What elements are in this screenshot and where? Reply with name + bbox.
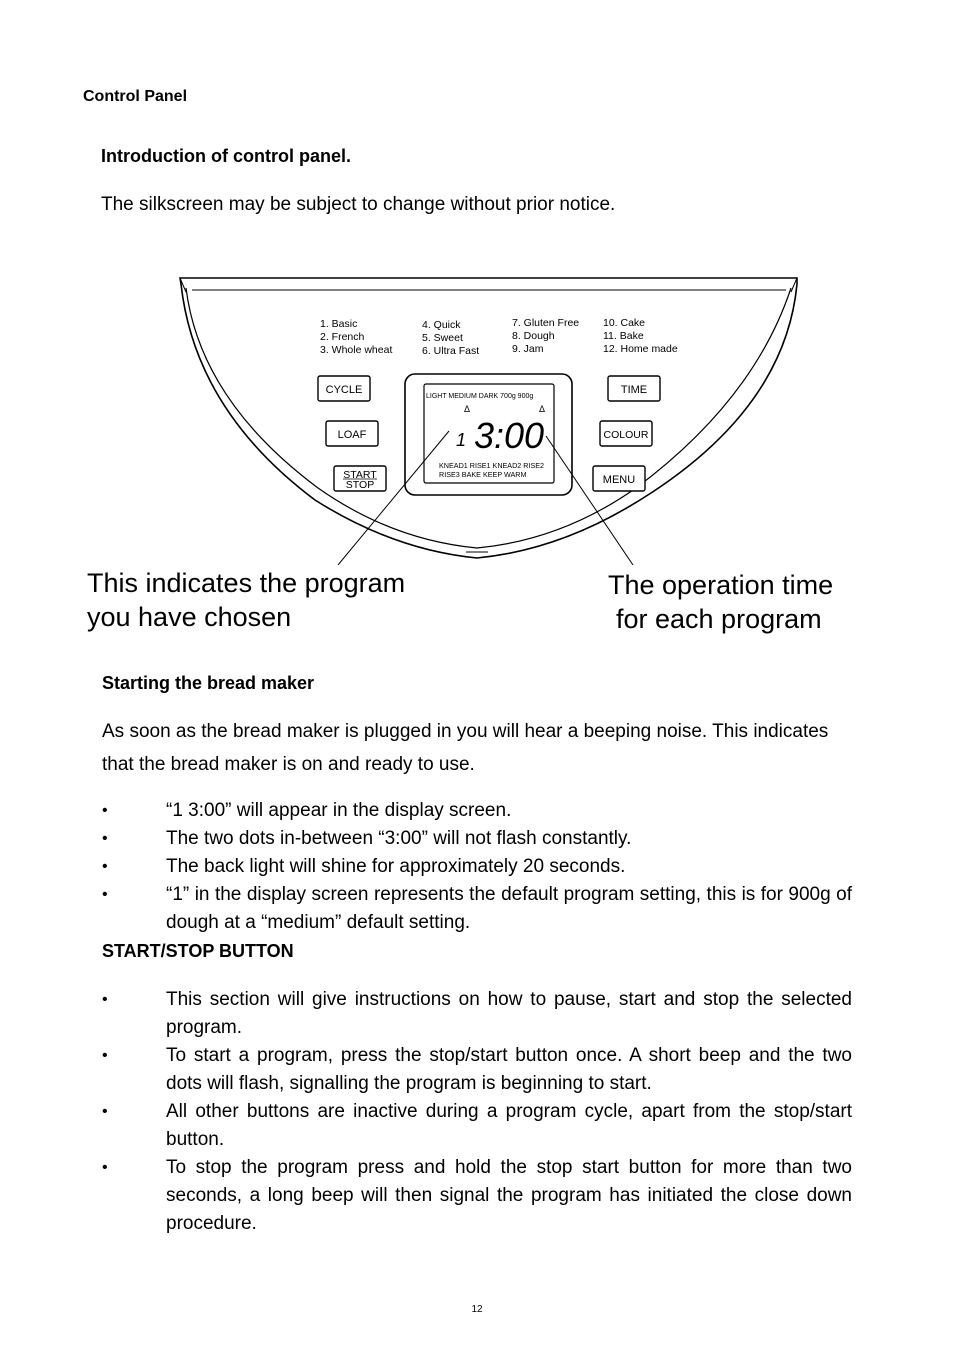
- list-item-text: This section will give instructions on how to pause, start and stop the selected program.: [166, 989, 852, 1038]
- program-6: 6. Ultra Fast: [422, 345, 480, 357]
- time-button[interactable]: [608, 376, 660, 401]
- bullet-dot: •: [102, 830, 108, 847]
- cycle-button[interactable]: [318, 376, 370, 401]
- display-time: 3:00: [474, 415, 545, 456]
- program-2: 2. French: [320, 331, 365, 343]
- time-pointer-line: [546, 436, 636, 565]
- stop-label: STOP: [345, 479, 375, 491]
- list-item-text: The two dots in-between “3:00” will not flash constantly.: [166, 828, 632, 849]
- list-item-text: To start a program, press the stop/start button once. A short beep and the two dots will flash, signalling the program is beginning to start.: [166, 1045, 852, 1094]
- time-button-label: TIME: [620, 384, 648, 396]
- start-stop-bullet-list: [102, 986, 852, 1238]
- program-10: 10. Cake: [603, 317, 646, 329]
- list-item: [102, 825, 852, 853]
- starting-bullet-list: [102, 797, 852, 937]
- colour-button-label: COLOUR: [603, 429, 649, 441]
- bullet-dot: •: [102, 1047, 108, 1064]
- menu-button-label: MENU: [602, 474, 636, 486]
- loaf-button-label: LOAF: [337, 429, 367, 441]
- control-panel-diagram: [0, 265, 954, 565]
- loaf-button[interactable]: [326, 421, 378, 446]
- program-8: 8. Dough: [512, 330, 555, 342]
- bullet-dot: •: [102, 1103, 108, 1120]
- program-4: 4. Quick: [422, 319, 461, 331]
- caption-time-line1: The operation time: [608, 570, 834, 600]
- program-1: 1. Basic: [320, 318, 358, 330]
- bullet-dot: •: [102, 991, 108, 1008]
- caption-program-line2: you have chosen: [87, 602, 292, 632]
- list-item: [102, 1154, 852, 1238]
- bullet-dot: •: [102, 802, 108, 819]
- program-12: 12. Home made: [603, 343, 678, 355]
- bullet-dot: •: [102, 858, 108, 875]
- menu-button[interactable]: [593, 466, 645, 491]
- intro-note: The silkscreen may be subject to change without prior notice.: [101, 194, 616, 215]
- list-item-text: All other buttons are inactive during a program cycle, apart from the stop/start button.: [166, 1101, 852, 1150]
- display-stages-row2: RISE3 BAKE KEEP WARM: [439, 470, 527, 479]
- intro-heading: Introduction of control panel.: [101, 146, 351, 166]
- page-number: 12: [471, 1304, 483, 1315]
- lcd-display: [405, 374, 572, 495]
- program-11: 11. Bake: [603, 330, 644, 342]
- start-label: START: [343, 469, 377, 481]
- caption-program-line1: This indicates the program: [87, 568, 406, 598]
- list-item: [102, 1042, 852, 1098]
- list-item-text: To stop the program press and hold the stop start button for more than two seconds, a long beep will then signal the program has initiated the close down procedure.: [166, 1157, 852, 1234]
- starting-heading: Starting the bread maker: [102, 673, 315, 693]
- list-item: [102, 881, 852, 937]
- list-item-text: “1” in the display screen represents the default program setting, this is for 900g of dough at a “medium” default setting.: [166, 884, 852, 933]
- list-item-text: The back light will shine for approximately 20 seconds.: [166, 856, 626, 877]
- program-3: 3. Whole wheat: [320, 344, 393, 356]
- program-5: 5. Sweet: [422, 332, 463, 344]
- marker-medium: Δ: [464, 404, 471, 414]
- list-item: [102, 797, 852, 825]
- list-item: [102, 853, 852, 881]
- list-item: [102, 1098, 852, 1154]
- program-pointer-line: [338, 431, 449, 565]
- display-program-number: 1: [456, 430, 467, 450]
- bullet-dot: •: [102, 1159, 108, 1176]
- start-stop-heading: START/STOP BUTTON: [102, 941, 294, 961]
- section-title: Control Panel: [83, 88, 188, 105]
- cycle-button-label: CYCLE: [325, 384, 363, 396]
- program-9: 9. Jam: [512, 343, 544, 355]
- start-stop-button[interactable]: [334, 466, 386, 491]
- bullet-dot: •: [102, 886, 108, 903]
- program-7: 7. Gluten Free: [512, 317, 580, 329]
- list-item-text: “1 3:00” will appear in the display screen.: [166, 800, 512, 821]
- display-stages-row1: KNEAD1 RISE1 KNEAD2 RISE2: [439, 461, 545, 470]
- marker-900g: Δ: [539, 404, 546, 414]
- starting-paragraph: As soon as the bread maker is plugged in you will hear a beeping noise. This indicates that the bread maker is on and ready to use.: [102, 721, 829, 775]
- caption-time-line2: for each program: [616, 604, 822, 634]
- colour-button[interactable]: [600, 421, 652, 446]
- list-item: [102, 986, 852, 1042]
- display-top-row: LIGHT MEDIUM DARK 700g 900g: [426, 393, 534, 400]
